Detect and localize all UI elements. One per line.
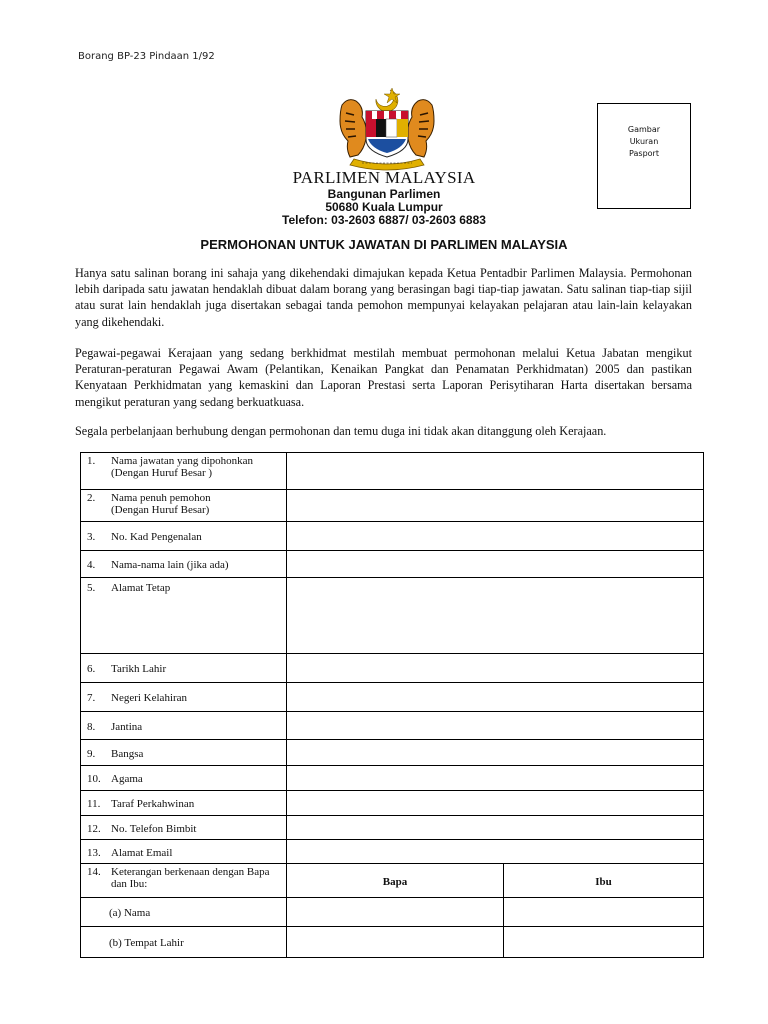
field-number: 3.	[87, 531, 96, 543]
table-row	[81, 898, 704, 927]
field-label-text: Jantina	[111, 720, 143, 733]
coat-of-arms-icon	[332, 85, 442, 171]
field-label	[81, 578, 287, 654]
field-number: 12.	[87, 822, 101, 835]
permanent-address-input[interactable]	[287, 578, 704, 654]
gender-input[interactable]	[287, 712, 704, 740]
race-input[interactable]	[287, 740, 704, 766]
table-row	[81, 927, 704, 958]
marital-status-input[interactable]	[287, 791, 704, 816]
instruction-paragraph-2: Pegawai-pegawai Kerajaan yang sedang berkhidmat mestilah membuat permohonan melalui Ketua Jabatan mengikut Peraturan-peraturan Pegawai Awam (Pelantikan, Kenaikan Pangkat dan Penamatan Perkhidmatan) 2005 dan pastikan Kenyataan Perkhidmatan yang kemaskini dan Laporan Prestasi serta Laporan Perisytiharan Harta disertakan bersama mengikut peraturan yang sedang berkuatkuasa.	[75, 346, 692, 409]
field-number: 4.	[87, 559, 96, 571]
table-row	[81, 816, 704, 840]
field-number: 7.	[87, 692, 96, 704]
field-number: 6.	[87, 663, 96, 675]
field-label-text: Alamat Tetap	[111, 582, 171, 594]
field-label	[81, 864, 287, 898]
field-number: 14.	[87, 866, 101, 878]
field-label-text: Taraf Perkahwinan	[111, 798, 195, 810]
email-input[interactable]	[287, 840, 704, 864]
photo-box-line1: Gambar	[627, 125, 661, 134]
field-label	[81, 791, 287, 816]
field-label-text: Bangsa	[111, 747, 144, 760]
instruction-paragraph-1: Hanya satu salinan borang ini sahaja yang dikehendaki dimajukan kepada Ketua Pentadbir Parlimen Malaysia. Permohonan lebih daripada satu jawatan hendaklah dibuat dalam borang yang berasingan bagi tiap-tiap jawatan. Satu salinan tiap-tiap sijil atau surat lain hendaklah juga disertakan sebagai tanda pemohon mempunyai kelayakan pelajaran atau lain-lain kelayakan yang dikehendaki.	[75, 266, 692, 329]
table-row	[81, 654, 704, 683]
field-number: 13.	[87, 846, 101, 859]
table-row	[81, 578, 704, 654]
field-label-text: Alamat Email	[111, 846, 173, 859]
field-label	[81, 654, 287, 683]
field-label-text: Tarikh Lahir	[111, 663, 167, 675]
father-birthplace-input[interactable]	[287, 927, 504, 958]
table-row	[81, 766, 704, 791]
mother-column-header: Ibu	[504, 864, 704, 898]
field-label-text: Nama-nama lain (jika ada)	[111, 559, 229, 571]
field-label-text: Nama penuh pemohon	[111, 492, 211, 504]
field-label	[81, 683, 287, 712]
table-row	[81, 490, 704, 522]
table-row	[81, 522, 704, 551]
field-label	[81, 453, 287, 490]
full-name-input[interactable]	[287, 490, 704, 522]
table-row	[81, 551, 704, 578]
field-label	[81, 840, 287, 864]
table-row	[81, 864, 704, 898]
table-row	[81, 740, 704, 766]
father-name-input[interactable]	[287, 898, 504, 927]
application-form-table	[80, 452, 704, 958]
field-number: 10.	[87, 773, 101, 785]
field-label-text: Negeri Kelahiran	[111, 692, 188, 704]
field-number: 11.	[87, 798, 101, 810]
form-code: Borang BP-23 Pindaan 1/92	[78, 51, 215, 62]
father-column-header: Bapa	[287, 864, 504, 898]
parent-name-label: (a) Nama	[81, 898, 287, 927]
field-label	[81, 740, 287, 766]
state-of-birth-input[interactable]	[287, 683, 704, 712]
mobile-phone-input[interactable]	[287, 816, 704, 840]
table-row	[81, 453, 704, 490]
field-label	[81, 522, 287, 551]
field-number: 1.	[87, 455, 96, 467]
form-title: PERMOHONAN UNTUK JAWATAN DI PARLIMEN MALAYSIA	[200, 237, 568, 252]
field-label-text: Agama	[111, 773, 143, 785]
date-of-birth-input[interactable]	[287, 654, 704, 683]
field-number: 5.	[87, 582, 96, 594]
field-note: (Dengan Huruf Besar )	[111, 467, 213, 479]
field-number: 8.	[87, 720, 96, 733]
religion-input[interactable]	[287, 766, 704, 791]
field-label	[81, 551, 287, 578]
field-number: 2.	[87, 492, 96, 504]
mother-name-input[interactable]	[504, 898, 704, 927]
table-row	[81, 840, 704, 864]
field-label	[81, 816, 287, 840]
instruction-paragraph-3: Segala perbelanjaan berhubung dengan permohonan dan temu duga ini tidak akan ditanggung oleh Kerajaan.	[75, 424, 607, 438]
address-line2: 50680 Kuala Lumpur	[325, 200, 443, 214]
mother-birthplace-input[interactable]	[504, 927, 704, 958]
photo-box-line2: Ukuran	[629, 137, 659, 146]
field-label-text: No. Kad Pengenalan	[111, 531, 202, 543]
photo-box-line3: Pasport	[629, 149, 659, 158]
field-label	[81, 766, 287, 791]
phone-numbers: Telefon: 03-2603 6887/ 03-2603 6883	[282, 213, 486, 227]
ic-number-input[interactable]	[287, 522, 704, 551]
field-label	[81, 712, 287, 740]
position-applied-input[interactable]	[287, 453, 704, 490]
field-number: 9.	[87, 747, 96, 760]
table-row	[81, 712, 704, 740]
field-note: (Dengan Huruf Besar)	[111, 504, 210, 516]
address-line1: Bangunan Parlimen	[327, 187, 441, 201]
table-row	[81, 683, 704, 712]
table-row	[81, 791, 704, 816]
other-names-input[interactable]	[287, 551, 704, 578]
field-label-text: Keterangan berkenaan dengan Bapa dan Ibu:	[111, 866, 270, 890]
parent-birthplace-label: (b) Tempat Lahir	[81, 927, 287, 958]
field-label-text: Nama jawatan yang dipohonkan	[111, 455, 254, 467]
org-name: PARLIMEN MALAYSIA	[292, 168, 476, 187]
field-label-text: No. Telefon Bimbit	[111, 822, 197, 835]
field-label	[81, 490, 287, 522]
